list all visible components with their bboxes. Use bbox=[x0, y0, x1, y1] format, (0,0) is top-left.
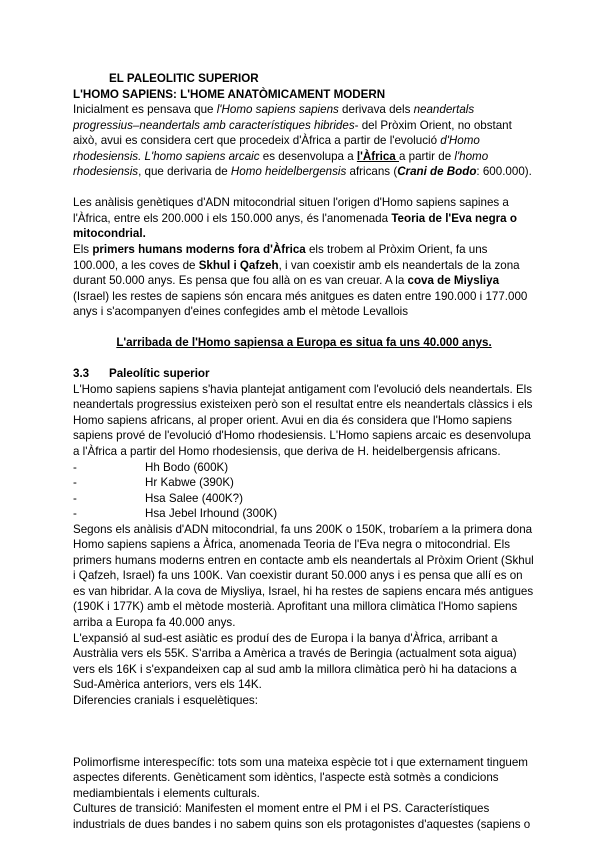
text-run: els trobem al Pròxim Orient, fa uns 100.000, a les coves de bbox=[73, 242, 488, 272]
section-title: Paleolític superior bbox=[109, 367, 210, 381]
text-run: es desenvolupa a bbox=[259, 149, 357, 163]
list-dash: - bbox=[73, 491, 77, 505]
text-run: d'Homo rhodesiensis. bbox=[73, 134, 480, 163]
text-run: Skhul i Qafzeh bbox=[198, 258, 279, 272]
paragraph-diferencies: Diferencies cranials i esquelètiques: bbox=[73, 693, 258, 707]
text-run: Els bbox=[73, 242, 93, 256]
list-item bbox=[73, 506, 535, 522]
paragraph-segons: Segons els anàlisis d'ADN mitocondrial, fa uns 200K o 150K, trobaríem a la primera dona Homo sapiens sapiens a Àfrica, anomenada Teoria de l'Eva negra o mitocondrial. Els primers humans moderns entren en contacte amb els neandertals al Pròxim Orient (Skhul i Qafzeh, Israel) fa uns 100K. Van coexistir durant 50.000 anys i es pensa que allí es on es van hibridar. A la cova de Miysliya, Israel, hi ha restes de sapiens encara més antigues (190K i 177K) amb el mètode mosterià. Aprofitant una millora climàtica l'Homo sapiens arriba a Europa fa 40.000 anys. bbox=[73, 522, 534, 629]
centered-heading: L'arribada de l'Homo sapiensa a Europa es situa fa uns 40.000 anys. bbox=[116, 336, 492, 350]
text-run: derivava dels bbox=[338, 103, 414, 117]
text-run: l'Àfrica bbox=[356, 149, 399, 163]
text-run: neandertals progressius–neandertals amb característiques hibrides bbox=[73, 103, 475, 132]
text-run: (Israel) les restes de sapiens són encara més anitgues es daten entre 190.000 i 177.000 anys i s'acompanyen d'eines confegides amb el mètode Levallois bbox=[73, 289, 528, 319]
list-dash: - bbox=[73, 507, 77, 521]
text-run: l'homo rhodesiensis bbox=[73, 149, 489, 179]
spacer bbox=[73, 724, 535, 740]
list-item bbox=[73, 460, 535, 476]
text-run: : 600.000). bbox=[476, 165, 532, 179]
list-item bbox=[73, 491, 535, 507]
document-title: EL PALEOLITIC SUPERIOR bbox=[109, 72, 259, 85]
spacer bbox=[73, 739, 535, 755]
list-item-text: Hsa Jebel Irhound (300K) bbox=[145, 507, 278, 521]
paragraph-expansio: L'expansió al sud-est asiàtic es produí des de Europa i la banya d'Àfrica, arribant a Austràlia vers els 55K. S'arriba a Amèrica a través de Beringia (actualment sota aigua) vers els 16K i s'expandeixen cap al sud amb la millora climàtica però hi ha datacions a Sud-Amèrica anteriors, vers els 14K. bbox=[73, 631, 517, 692]
document-subtitle: L'HOMO SAPIENS: L'HOME ANATÒMICAMENT MODERN bbox=[73, 87, 386, 101]
list-item-text: Hr Kabwe (390K) bbox=[145, 476, 234, 490]
list-item-text: Hh Bodo (600K) bbox=[145, 460, 229, 474]
text-run: Homo heidelbergensis bbox=[230, 165, 347, 179]
text-run: Teoria de l'Eva negra o mitocondrial. bbox=[73, 211, 517, 241]
spacer bbox=[73, 708, 535, 724]
fossil-list bbox=[73, 460, 535, 522]
spacer bbox=[73, 351, 535, 367]
text-run: a partir de bbox=[398, 149, 455, 163]
list-item bbox=[73, 475, 535, 491]
paragraph-section: L'Homo sapiens sapiens s'havia plantejat antigament com l'evolució dels neandertals. Els neandertals progressius existeixen però son el resultat entre els neandertals clàssics i els Homo sapiens africans, al proper orient. Avui en dia és considera que l'Homo sapiens sapiens prové de l'evolució d'Homo rhodesiensis. L'Homo sapiens arcaic es desenvolupa a l'Àfrica a partir del Homo rhodesiensis, que deriva de H. heidelbergensis africans. bbox=[73, 382, 533, 458]
text-run: cova de Miysliya bbox=[407, 274, 500, 288]
list-dash: - bbox=[73, 476, 77, 490]
paragraph-polimorfisme: Polimorfisme interespecífic: tots som una mateixa espècie tot i que externament tinguem aspectes diferents. Genèticament som idèntics, l'aspecte està sotmès a condicions mediambientals i elements culturals. bbox=[73, 755, 528, 800]
text-run: , que derivaria de bbox=[138, 165, 231, 179]
paragraph-adn bbox=[73, 195, 535, 242]
text-run: , i van coexistir amb els neandertals de la zona durant 50.000 anys. Es pensa que fou allà on es van creuar. A la bbox=[73, 258, 520, 288]
text-run: africans ( bbox=[346, 165, 398, 179]
spacer bbox=[73, 180, 535, 196]
list-dash: - bbox=[73, 460, 77, 474]
section-number: 3.3 bbox=[73, 367, 90, 381]
paragraph-first-humans bbox=[73, 242, 535, 320]
section-heading bbox=[73, 366, 535, 382]
text-run: Les anàlisis genètiques d'ADN mitocondrial situen l'origen d'Homo sapiens sapines a l'Àfrica, entre els 200.000 i els 150.000 anys, és l'anomenada bbox=[73, 196, 509, 225]
text-run: Crani de Bodo bbox=[397, 165, 477, 179]
paragraph-cultures: Cultures de transició: Manifesten el moment entre el PM i el PS. Característiques industrials de dues bandes i no sabem quins son els protagonistes d'aquestes (sapiens o bbox=[73, 802, 531, 831]
text-run: - del Pròxim Orient, no obstant això, avui es considera cert que procedeix d'Àfrica a partir de l'evolució bbox=[73, 118, 512, 148]
text-run: Inicialment es pensava que bbox=[73, 103, 217, 117]
text-run: primers humans moderns fora d'Àfrica bbox=[92, 242, 306, 256]
list-item-text: Hsa Salee (400K?) bbox=[145, 491, 243, 505]
document-page bbox=[73, 71, 535, 833]
text-run: L'homo sapiens arcaic bbox=[144, 149, 260, 163]
spacer bbox=[73, 320, 535, 336]
paragraph-origin bbox=[73, 102, 535, 180]
text-run: l'Homo sapiens sapiens bbox=[216, 103, 339, 117]
